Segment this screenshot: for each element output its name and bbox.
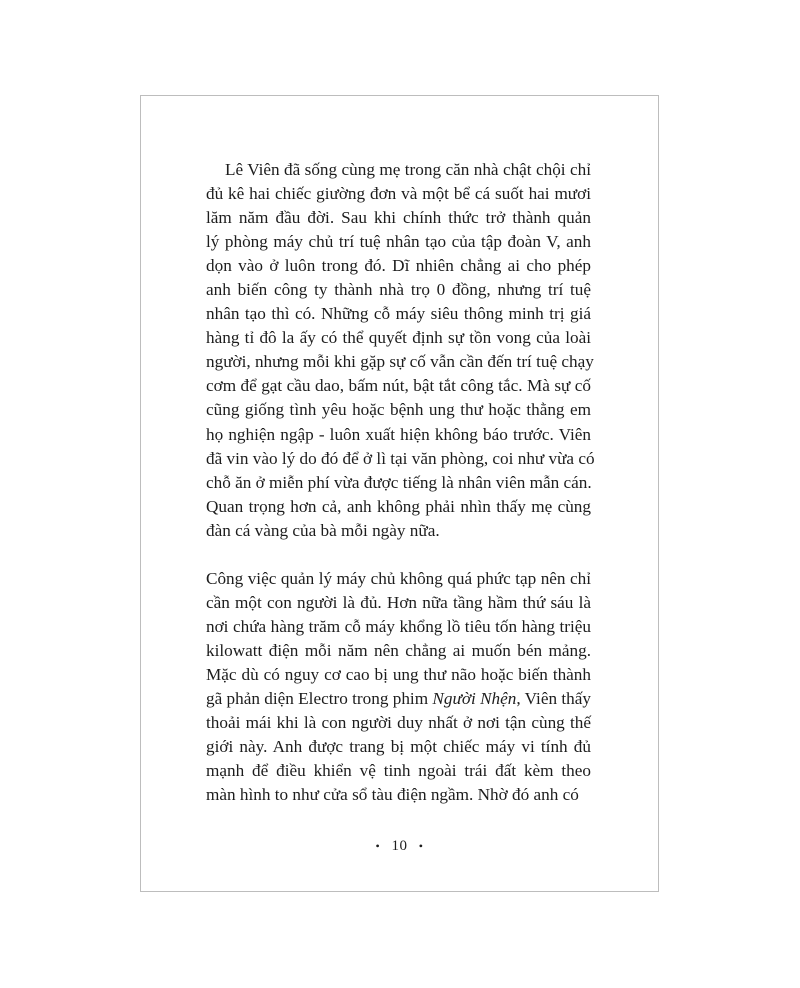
text-line: kilowatt điện mỗi năm nên chẳng ai muốn bén mảng. [206,640,591,660]
text-line: người, nhưng mỗi khi gặp sự cố vẫn cần đến trí tuệ chạy [206,352,594,372]
text-line: đủ kê hai chiếc giường đơn và một bể cá suốt hai mươi [206,184,591,204]
text-line: Mặc dù có nguy cơ cao bị ung thư não hoặc biến thành [206,664,591,684]
text-line: nhân tạo thì có. Những cỗ máy siêu thông minh trị giá [206,304,591,324]
text-segment: gã phản diện Electro trong phim [206,688,433,708]
text-line: màn hình to như cửa sổ tàu điện ngầm. Nhờ đó anh có [206,785,579,805]
text-line: đã vin vào lý do đó để ở lì tại văn phòng, coi như vừa có [206,448,595,468]
text-line: cần một con người là đủ. Hơn nữa tầng hầm thứ sáu là [206,592,591,612]
text-line: Công việc quản lý máy chủ không quá phức tạp nên chỉ [206,568,591,588]
page-number-ornament-right: • [418,839,424,853]
text-line: lăm năm đầu đời. Sau khi chính thức trở thành quản [206,208,591,228]
text-line: anh biến công ty thành nhà trọ 0 đồng, nhưng trí tuệ [206,280,591,300]
text-line: họ nghiện ngập - luôn xuất hiện không báo trước. Viên [206,424,591,444]
text-segment: , Viên thấy [516,688,591,708]
text-line: cũng giống tình yêu hoặc bệnh ung thư hoặc thằng em [206,400,591,420]
text-line [206,687,591,711]
page-body [206,158,595,807]
text-line: Lê Viên đã sống cùng mẹ trong căn nhà chật chội chỉ [225,160,591,179]
text-line: mạnh để điều khiển vệ tinh ngoài trái đất kèm theo [206,761,591,781]
page-number-ornament-left: • [375,839,381,853]
page-number: 10 [391,838,408,854]
text-line: hàng tỉ đô la ấy có thể quyết định sự tồn vong của loài [206,328,591,348]
text-line: cơm để gạt cầu dao, bấm nút, bật tắt công tắc. Mà sự cố [206,376,591,396]
text-line: giới này. Anh được trang bị một chiếc máy vi tính đủ [206,737,591,757]
paragraph-1 [206,158,595,543]
text-line: thoải mái khi là con người duy nhất ở nơi tận cùng thế [206,713,591,733]
italic-title: Người Nhện [432,688,517,708]
text-line: lý phòng máy chủ trí tuệ nhân tạo của tập đoàn V, anh [206,232,591,252]
paragraph-gap [206,543,591,567]
book-page [140,95,659,892]
paragraph-2 [206,567,591,807]
text-line: đàn cá vàng của bà mỗi ngày nữa. [206,520,440,540]
text-line: dọn vào ở luôn trong đó. Dĩ nhiên chẳng ai cho phép [206,256,591,276]
text-line: nơi chứa hàng trăm cỗ máy khổng lồ tiêu tốn hàng triệu [206,616,591,636]
text-line: chỗ ăn ở miễn phí vừa được tiếng là nhân viên mẫn cán. [206,472,592,492]
text-line: Quan trọng hơn cả, anh không phải nhìn thấy mẹ cùng [206,496,591,516]
page-footer [141,838,658,855]
